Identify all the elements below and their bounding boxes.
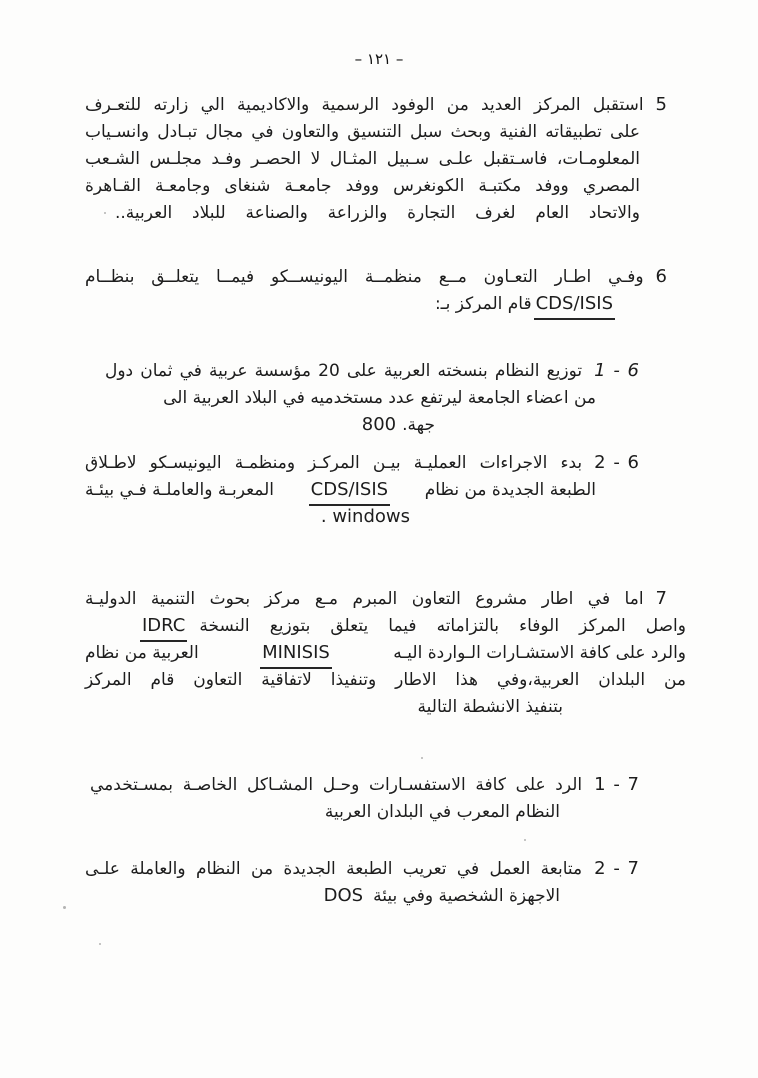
text-line (85, 667, 686, 694)
text-line (85, 586, 668, 613)
text-line (115, 200, 640, 227)
text-line (85, 119, 640, 146)
item-number: 5 (655, 94, 668, 115)
arabic-text: المعلومـات، فاسـتقبل علـى سـبيل المثـال لا الحصـر وفـد مجلـس الشـعب (85, 149, 640, 169)
text-line (105, 358, 640, 385)
scan-speck (421, 757, 423, 759)
text-line (85, 450, 640, 477)
arabic-text: استقبل المركز العديد من الوفود الرسمية والاكاديمية الي زارته للتعـرف (85, 95, 644, 115)
scan-speck (104, 212, 106, 214)
paragraph-7 (85, 586, 686, 721)
item-7-1 (85, 772, 686, 826)
arabic-text: متابعة العمل في تعريب الطبعة الجديدة من النظام والعاملة علـى (85, 859, 583, 879)
arabic-text: المصري ووفد مكتبـة الكونغرس ووفد جامعـة شنغاى وجامعـة القـاهرة (85, 176, 640, 196)
text-line (85, 694, 563, 721)
arabic-text: النظام المعرب في البلدان العربية (324, 802, 560, 822)
item-7-2 (85, 856, 686, 910)
arabic-text: بتنفيذ الانشطة التالية (417, 697, 563, 717)
arabic-text: توزيع النظام بنسخته العربية على 20 مؤسسة عربية في ثمان دول (105, 361, 583, 381)
underlined-latin-term: IDRC (140, 613, 187, 642)
text-line (85, 412, 435, 439)
paragraph-6 (85, 264, 686, 318)
arabic-text: وفـي اطـار التعـاون مــع منظمــة اليونيســكو فيمــا يتعلــق بنظــام (85, 267, 644, 287)
item-6-1 (85, 358, 686, 439)
item-number: 7 (655, 588, 668, 609)
arabic-text: قام المركز بـ: (434, 294, 532, 314)
latin-text: windows . (320, 506, 410, 527)
arabic-text: الاجهزة الشخصية وفي بيئة (373, 886, 560, 906)
item-6-2 (85, 450, 686, 531)
underlined-latin-term: CDS/ISIS (534, 291, 615, 320)
text-line (85, 640, 686, 667)
text-line (85, 477, 596, 504)
arabic-text: جهة. (402, 415, 435, 435)
scan-speck (63, 906, 66, 909)
arabic-text: واصل المركز الوفاء بالتزاماته فيما يتعلق بتوزيع النسخة (199, 616, 686, 636)
item-number: 6 (655, 266, 668, 287)
text-line (85, 173, 640, 200)
arabic-text: المعربـة والعاملـة فـي بيئـة (85, 480, 275, 500)
scan-speck (524, 839, 526, 841)
text-line (90, 772, 640, 799)
text-line (85, 264, 668, 291)
text-line (85, 504, 410, 531)
arabic-text: على تطبيقاته الفنية وبحث سبل التنسيق والتعاون في مجال تبـادل وانسـياب (85, 122, 640, 142)
text-line (85, 92, 668, 119)
text-line (85, 291, 615, 318)
arabic-text: الطبعة الجديدة من نظام (424, 480, 596, 500)
arabic-text: بدء الاجراءات العمليـة بيـن المركـز ومنظمـة اليونيسـكو لاطـلاق (85, 453, 583, 473)
latin-text: DOS (323, 885, 364, 906)
text-line (85, 385, 596, 412)
arabic-text: من البلدان العربية،وفي هذا الاطار وتنفيذا لاتفاقية التعاون قام المركز (85, 670, 686, 690)
arabic-text: والرد على كافة الاستشـارات الـواردة اليـه (393, 643, 686, 663)
text-line (85, 856, 640, 883)
underlined-latin-term: CDS/ISIS (309, 477, 390, 506)
arabic-text: العربية من نظام (85, 643, 199, 663)
text-line (85, 799, 560, 826)
underlined-latin-term: MINISIS (260, 640, 332, 669)
item-number: 6 - 2 (594, 452, 640, 473)
text-line (85, 146, 640, 173)
item-number: 6 - 1 (594, 360, 640, 381)
item-number: 7 - 1 (594, 774, 640, 795)
text-line (140, 613, 686, 640)
page-number: – ١٢١ – (354, 50, 404, 68)
latin-text: 800 (361, 414, 397, 435)
item-number: 7 - 2 (594, 858, 640, 879)
paragraph-5 (85, 92, 686, 227)
scan-speck (99, 943, 101, 945)
arabic-text: من اعضاء الجامعة ليرتفع عدد مستخدميه في البلاد العربية الى (163, 388, 596, 408)
arabic-text: والاتحاد العام لغرف التجارة والزراعة والصناعة للبلاد العربية.. (115, 203, 640, 223)
arabic-text: الرد على كافة الاستفسـارات وحـل المشـاكل الخاصـة بمسـتخدمي (90, 775, 583, 795)
arabic-text: اما في اطار مشروع التعاون المبرم مـع مركز بحوث التنمية الدوليـة (85, 589, 644, 609)
text-line (85, 883, 560, 910)
